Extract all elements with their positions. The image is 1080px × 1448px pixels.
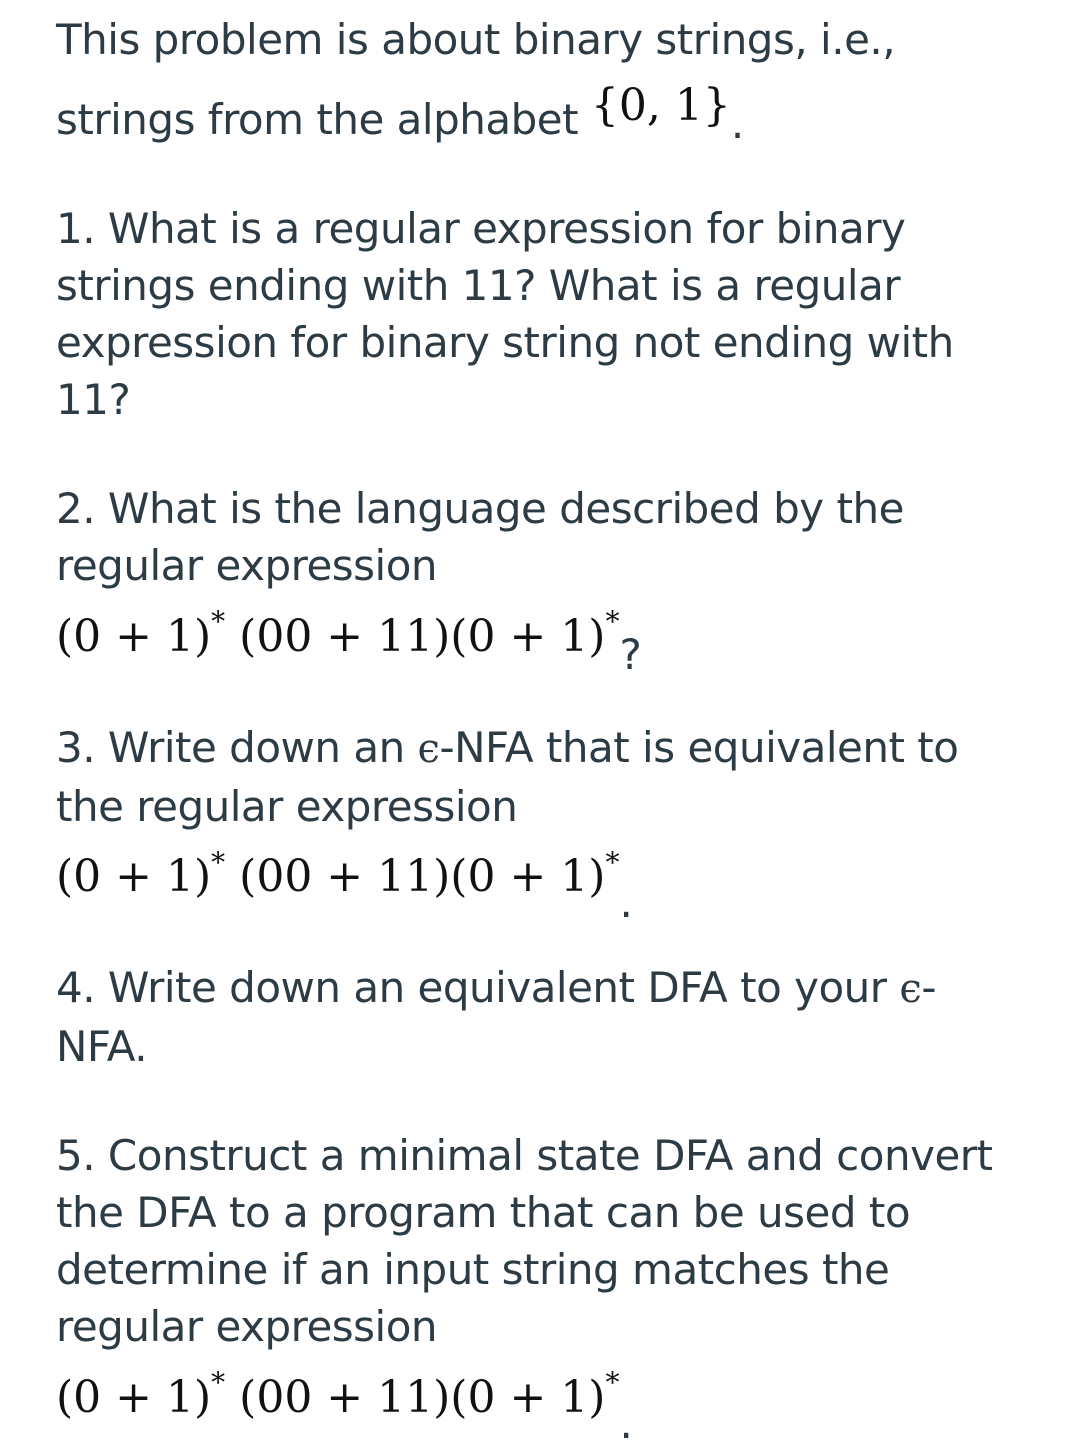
question-3-text-after: -NFA that is equivalent to bbox=[439, 722, 959, 772]
epsilon-symbol: ϵ bbox=[417, 725, 440, 772]
question-1-line: 11? bbox=[56, 375, 131, 424]
question-2 bbox=[56, 480, 1056, 679]
question-5 bbox=[56, 1127, 1056, 1448]
kleene-star: * bbox=[605, 1366, 620, 1400]
regular-expression-math: (0 + 1)* (00 + 11)(0 + 1)* bbox=[56, 845, 620, 903]
regular-expression-math: (0 + 1)* (00 + 11)(0 + 1)* bbox=[56, 1366, 620, 1423]
question-1-line: strings ending with 11? What is a regular bbox=[56, 261, 901, 310]
question-2-line: regular expression bbox=[56, 541, 438, 590]
question-2-line: 2. What is the language described by the bbox=[56, 484, 904, 533]
problem-document bbox=[56, 12, 1056, 1448]
kleene-star: * bbox=[211, 1366, 226, 1400]
intro-line-2 bbox=[56, 80, 1056, 148]
kleene-star: * bbox=[605, 605, 620, 638]
question-1-line: expression for binary string not ending with bbox=[56, 318, 954, 367]
intro-line-2-end: . bbox=[730, 99, 744, 148]
kleene-star: * bbox=[211, 845, 226, 879]
question-3 bbox=[56, 719, 1056, 928]
epsilon-symbol: ϵ bbox=[899, 966, 922, 1013]
question-5-line: determine if an input string matches the bbox=[56, 1245, 890, 1295]
question-3-text-before: 3. Write down an bbox=[56, 722, 418, 772]
question-2-expression-row bbox=[56, 596, 1056, 679]
question-4-line-1 bbox=[56, 959, 1056, 1018]
intro-line-1: This problem is about binary strings, i.e., bbox=[56, 15, 896, 64]
question-5-expression-row bbox=[56, 1357, 1056, 1448]
question-4-text-before: 4. Write down an equivalent DFA to your bbox=[56, 963, 900, 1013]
alphabet-math: {0, 1} bbox=[590, 80, 731, 131]
question-5-line: 5. Construct a minimal state DFA and convert bbox=[56, 1131, 993, 1181]
question-3-expression-row bbox=[56, 837, 1056, 928]
kleene-star: * bbox=[211, 605, 226, 638]
question-3-line-2: the regular expression bbox=[56, 781, 518, 831]
question-2-trailing: ? bbox=[619, 629, 642, 679]
question-5-trailing: . bbox=[619, 1398, 633, 1448]
question-1-line: 1. What is a regular expression for binary bbox=[56, 204, 906, 253]
question-1 bbox=[56, 200, 1056, 428]
intro-line-2-text: strings from the alphabet bbox=[56, 95, 591, 144]
question-3-line-1 bbox=[56, 719, 1056, 778]
kleene-star: * bbox=[605, 845, 620, 879]
question-5-line: the DFA to a program that can be used to bbox=[56, 1188, 911, 1238]
question-4 bbox=[56, 959, 1056, 1075]
question-3-trailing: . bbox=[619, 878, 633, 928]
question-4-line-2: NFA. bbox=[56, 1022, 148, 1072]
regular-expression-math: (0 + 1)* (00 + 11)(0 + 1)* bbox=[56, 605, 620, 662]
question-4-text-after: - bbox=[921, 963, 936, 1013]
question-5-line: regular expression bbox=[56, 1302, 438, 1352]
